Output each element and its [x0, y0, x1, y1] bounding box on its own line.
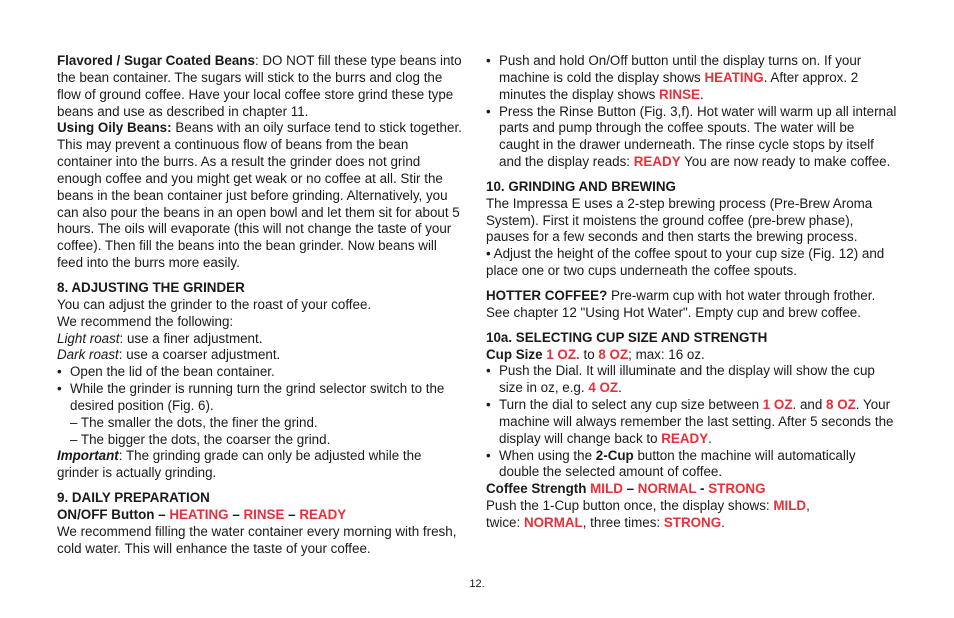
- hotter-coffee-text: Pre-warm cup with hot water through frother. See chapter 12 "Using Hot Water". Empty cup and brew coffee.: [486, 287, 876, 320]
- onoff-label: ON/OFF Button –: [57, 506, 170, 522]
- power-on-text: Push and hold On/Off button until the display turns on. If your machine is cold the display shows: [499, 53, 862, 85]
- strength-mild: MILD: [590, 481, 623, 497]
- light-roast-line: [57, 331, 462, 348]
- two-cup-label: 2-Cup: [595, 447, 634, 463]
- punctuation: .: [618, 380, 622, 396]
- punctuation: .: [699, 86, 704, 102]
- section-8-bullet-1: • Open the lid of the bean container.: [57, 364, 462, 381]
- right-column: [486, 53, 898, 532]
- sequence-separator: –: [228, 506, 244, 522]
- turn-dial-bullet: [486, 397, 898, 448]
- section-8-heading: 8. ADJUSTING THE GRINDER: [57, 279, 245, 295]
- ready-status: READY: [299, 506, 347, 522]
- dark-roast-line: [57, 347, 462, 364]
- strength-normal: NORMAL: [637, 481, 697, 497]
- page-number: 12.: [469, 578, 485, 590]
- section-9-text: We recommend filling the water container every morning with fresh, cold water. This will enhance the taste of your coffee.: [57, 523, 457, 556]
- cup-to: to: [579, 346, 599, 362]
- punctuation: .: [708, 430, 712, 446]
- rinse-text-2: You are now ready to make coffee.: [680, 154, 891, 170]
- dark-roast-label: Dark roast: [57, 347, 119, 363]
- oily-beans-paragraph: [57, 120, 462, 272]
- strength-push-line-2: [486, 515, 898, 532]
- section-8-intro: You can adjust the grinder to the roast of your coffee.: [57, 296, 372, 312]
- cup-max-text: ; max: 16 oz.: [628, 346, 705, 362]
- section-8-bullet-2: • While the grinder is running turn the grind selector switch to the desired position (Fig. 6).: [57, 381, 462, 415]
- punctuation: ,: [806, 498, 810, 514]
- push-dial-text: Push the Dial. It will illuminate and the display will show the cup size in oz, e.g.: [499, 363, 875, 396]
- section-10-spout-note: • Adjust the height of the coffee spout to your cup size (Fig. 12) and place one or two cups underneath the coffee spouts.: [486, 246, 885, 279]
- cup-max: 8 OZ: [598, 346, 629, 362]
- section-8-dash-1: – The smaller the dots, the finer the grind.: [70, 414, 318, 430]
- strength-normal: NORMAL: [523, 514, 583, 530]
- strength-push-line-1: [486, 498, 898, 515]
- rinse-status: RINSE: [243, 506, 285, 522]
- important-text: : The grinding grade can only be adjusted while the grinder is actually grinding.: [57, 448, 422, 481]
- flavored-beans-paragraph: [57, 53, 462, 120]
- section-8-dash-2: – The bigger the dots, the coarser the grind.: [70, 431, 331, 447]
- important-label: Important: [57, 448, 119, 464]
- strength-strong: STRONG: [663, 514, 722, 530]
- hotter-coffee-label: HOTTER COFFEE?: [486, 287, 608, 303]
- cup-size-line: [486, 347, 898, 364]
- turn-dial-text: Turn the dial to select any cup size between: [499, 397, 763, 413]
- power-on-bullet: [486, 53, 898, 104]
- rinse-text: Press the Rinse Button (Fig. 3,f). Hot water will warm up all internal parts and pump through the coffee spouts. The water will be caught in the drawer underneath. The rinse cycle stops by itself and the display reads:: [499, 103, 897, 170]
- oily-beans-text: Beans with an oily surface tend to stick together. This may prevent a continuous flow of beans from the bean container into the burrs. As a result the grinder does not grind enough coffee and you might get weak or no coffee at all. Stir the beans in the bean container just before grinding. Alternatively, you can also pour the beans in an open bowl and let them sit for about 5 hours. The oils will evaporate (this will not change the taste of your coffee). Then fill the beans into the bean grinder. Now beans will feed into the burrs more easily.: [57, 120, 462, 271]
- section-9-heading: 9. DAILY PREPARATION: [57, 490, 210, 506]
- rinse-status: RINSE: [659, 86, 700, 102]
- push-text: Push the 1-Cup button once, the display shows:: [486, 498, 774, 514]
- important-note: [57, 448, 462, 482]
- flavored-beans-label: Flavored / Sugar Coated Beans: [57, 53, 255, 68]
- two-cup-text: When using the: [499, 447, 596, 463]
- section-10-text: The Impressa E uses a 2-step brewing process (Pre-Brew Aroma System). First it moistens the ground coffee (pre-brew phase), pauses for a few seconds and then starts the brewing process.: [486, 195, 873, 245]
- onoff-sequence-line: [57, 507, 462, 524]
- hotter-coffee-note: [486, 288, 898, 322]
- strength-separator: -: [696, 481, 709, 497]
- strength-strong: STRONG: [708, 481, 766, 497]
- cup-example: 4 OZ: [588, 380, 619, 396]
- two-cup-bullet: [486, 448, 898, 482]
- section-10-heading: 10. GRINDING AND BREWING: [486, 178, 676, 194]
- cup-min: 1 OZ: [762, 397, 793, 413]
- strength-label: Coffee Strength: [486, 481, 591, 497]
- section-8-recommend: We recommend the following:: [57, 313, 234, 329]
- push-three: , three times:: [582, 514, 664, 530]
- strength-separator: –: [622, 481, 638, 497]
- dark-roast-text: : use a coarser adjustment.: [118, 347, 281, 363]
- flavored-beans-text: : DO NOT fill these type beans into the bean container. The sugars will stick to the burrs and clog the flow of ground coffee. Have your local coffee store grind these type beans and use as described in chapter 11.: [57, 53, 462, 119]
- section-10a-heading: 10a. SELECTING CUP SIZE AND STRENGTH: [486, 329, 768, 345]
- sequence-separator: –: [284, 506, 300, 522]
- oily-beans-label: Using Oily Beans:: [57, 120, 172, 136]
- rinse-button-bullet: [486, 104, 898, 171]
- turn-dial-text-2: . Your machine will always remember the last setting. After 5 seconds the display will change back to: [499, 397, 894, 446]
- push-twice: twice:: [486, 514, 524, 530]
- cup-max: 8 OZ: [826, 397, 856, 413]
- strength-mild: MILD: [773, 498, 807, 514]
- light-roast-label: Light roast: [57, 330, 120, 346]
- heating-status: HEATING: [169, 506, 229, 522]
- turn-dial-and: . and: [792, 397, 827, 413]
- ready-status: READY: [633, 154, 681, 170]
- push-dial-bullet: [486, 363, 898, 397]
- left-column: [57, 53, 462, 557]
- power-on-text-2: . After approx. 2 minutes the display shows: [499, 69, 859, 102]
- cup-min: 1 OZ.: [546, 346, 580, 362]
- ready-status: READY: [661, 430, 709, 446]
- heating-status: HEATING: [704, 69, 764, 85]
- coffee-strength-line: [486, 481, 898, 498]
- two-cup-text-2: button the machine will automatically double the selected amount of coffee.: [499, 447, 856, 480]
- punctuation: .: [721, 514, 725, 530]
- light-roast-text: : use a finer adjustment.: [119, 330, 263, 346]
- cup-size-label: Cup Size: [486, 346, 547, 362]
